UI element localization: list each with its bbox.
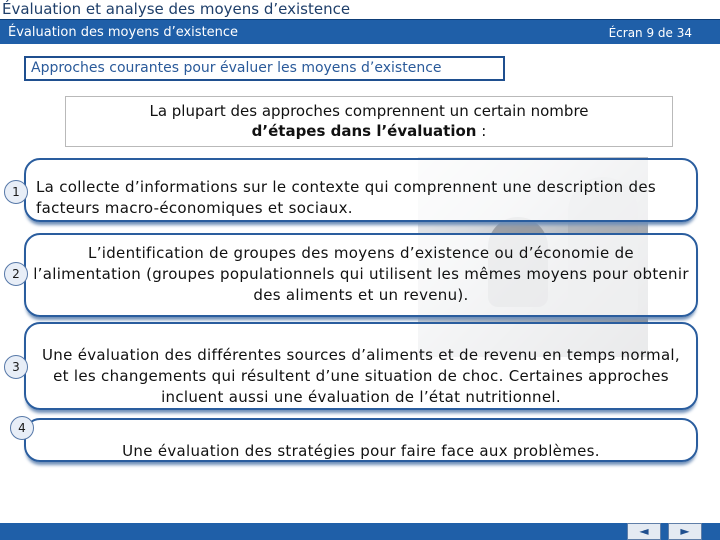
intro-line-2: d’étapes dans l’évaluation xyxy=(251,122,477,140)
step-box-2 xyxy=(24,233,698,317)
section-title: Évaluation des moyens d’existence xyxy=(8,25,239,40)
section-header-bar xyxy=(0,19,720,44)
screen-counter: Écran 9 de 34 xyxy=(608,26,692,40)
arrow-left-icon: ◄ xyxy=(639,524,649,538)
footer-bar xyxy=(0,523,720,540)
intro-line-1: La plupart des approches comprennent un certain nombre xyxy=(149,102,589,120)
arrow-right-icon: ► xyxy=(680,524,690,538)
previous-button[interactable] xyxy=(627,523,661,540)
step-number-2: 2 xyxy=(4,262,28,286)
step-box-3 xyxy=(24,322,698,410)
step-box-4 xyxy=(24,418,698,462)
step-text-1: La collecte d’informations sur le contexte qui comprennent une description des facteurs macro-économiques et sociaux. xyxy=(36,178,656,217)
app-title: Évaluation et analyse des moyens d’existence xyxy=(0,0,720,19)
step-text-3: Une évaluation des différentes sources d’aliments et de revenu en temps normal, et les changements qui résultent d’une situation de choc. Certaines approches incluent aussi une évaluation de l’état nutritionnel. xyxy=(42,346,680,406)
next-button[interactable] xyxy=(668,523,702,540)
intro-suffix: : xyxy=(476,122,487,140)
step-text-4: Une évaluation des stratégies pour faire face aux problèmes. xyxy=(122,442,600,460)
intro-box xyxy=(65,96,673,147)
page-heading: Approches courantes pour évaluer les moyens d’existence xyxy=(24,56,505,81)
step-box-1 xyxy=(24,158,698,222)
step-number-3: 3 xyxy=(4,355,28,379)
step-text-2: L’identification de groupes des moyens d’existence ou d’économie de l’alimentation (groupes populationnels qui utilisent les mêmes moyens pour obtenir des aliments et un revenu). xyxy=(33,244,689,304)
step-number-4: 4 xyxy=(10,416,34,440)
step-number-1: 1 xyxy=(4,180,28,204)
